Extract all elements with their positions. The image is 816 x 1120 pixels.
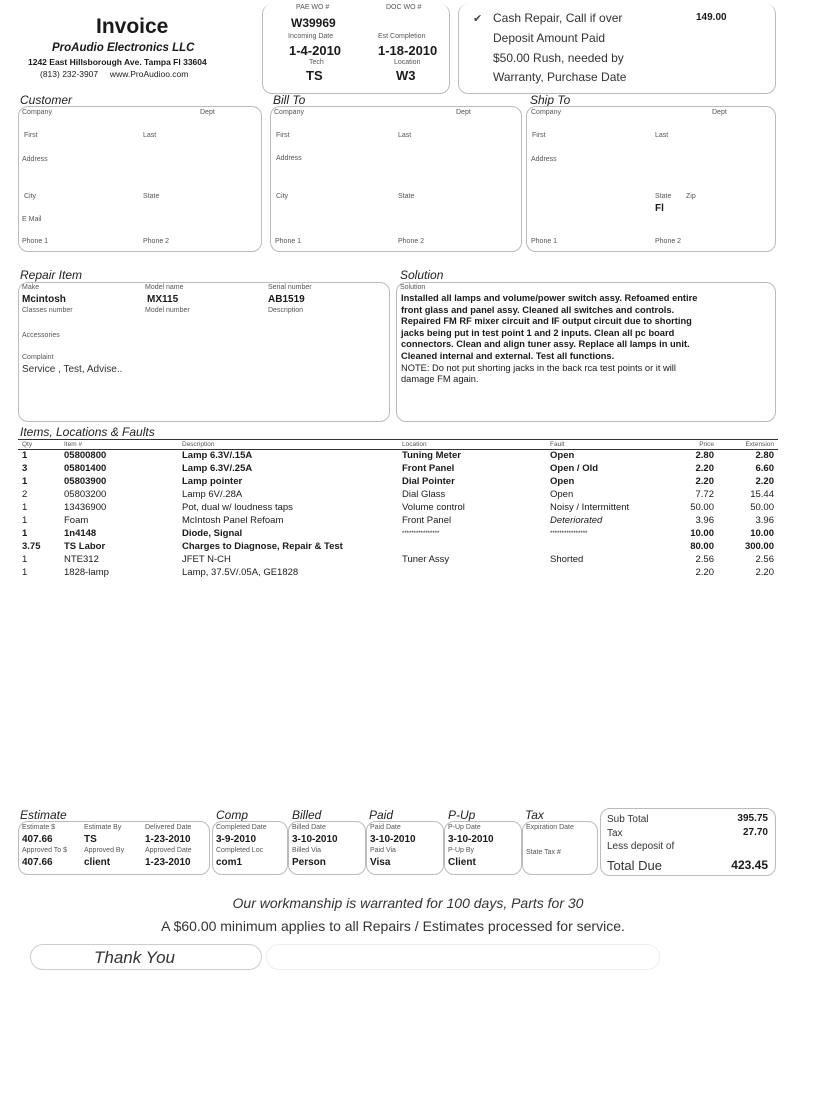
delivered-date-label: Delivered Date	[145, 824, 192, 831]
shipto-phone1-label: Phone 1	[531, 238, 558, 245]
cell-extension: 6.60	[755, 463, 774, 474]
estimate-by-label: Estimate By	[84, 824, 122, 831]
cell-fault: ****************	[550, 530, 588, 537]
cell-location: Tuner Assy	[402, 554, 450, 565]
customer-company-label: Company	[22, 109, 52, 116]
billed-date: 3-10-2010	[292, 834, 338, 845]
table-row	[20, 449, 776, 462]
option-rush: $50.00 Rush, needed by	[493, 51, 624, 65]
paid-via: Visa	[370, 857, 391, 868]
cell-location: Dial Glass	[402, 489, 446, 500]
classes-label: Classes number	[22, 307, 73, 314]
complaint-value: Service , Test, Advise..	[22, 364, 123, 375]
thank-you-text: Thank You	[94, 948, 175, 967]
cell-fault: Deteriorated	[550, 515, 603, 526]
warranty-text: Our workmanship is warranted for 100 days, Parts for 30	[232, 895, 584, 911]
billto-last-label: Last	[398, 132, 412, 139]
completed-loc-label: Completed Loc	[216, 847, 264, 854]
approved-by-label: Approved By	[84, 847, 125, 854]
col-price: Price	[699, 441, 714, 448]
billed-via-label: Billed Via	[292, 847, 322, 854]
cell-item: NTE312	[64, 554, 99, 565]
invoice-title: Invoice	[96, 15, 169, 38]
company-name: ProAudio Electronics LLC	[52, 42, 195, 54]
estimate-amount: 407.66	[22, 834, 53, 845]
cell-extension: 15.44	[750, 489, 774, 500]
col-location: Location	[402, 441, 427, 448]
cell-extension: 2.20	[755, 567, 774, 578]
subtotal-value: 395.75	[737, 813, 768, 824]
cell-description: Charges to Diagnose, Repair & Test	[182, 541, 343, 552]
cell-price: 2.20	[695, 476, 714, 487]
option-deposit: Deposit Amount Paid	[493, 31, 606, 45]
tech-value: TS	[306, 68, 323, 83]
shipto-box	[526, 106, 776, 252]
shipto-company-label: Company	[531, 109, 561, 116]
model-name-value: MX115	[147, 294, 179, 305]
location-label: Location	[394, 59, 421, 66]
cell-price: 2.20	[695, 463, 714, 474]
cell-description: Lamp pointer	[182, 476, 243, 487]
cell-item: Foam	[64, 515, 89, 526]
cell-description: McIntosh Panel Refoam	[182, 515, 284, 526]
table-row	[20, 514, 776, 527]
approved-to-label: Approved To $	[22, 847, 68, 854]
col-item: Item #	[64, 441, 83, 448]
expiration-date-label: Expiration Date	[526, 824, 574, 831]
cell-extension: 2.80	[755, 450, 774, 461]
shipto-section-title: Ship To	[530, 93, 571, 107]
complaint-label: Complaint	[22, 354, 54, 361]
subtotal-label: Sub Total	[607, 814, 649, 825]
col-fault: Fault	[550, 441, 565, 448]
cell-description: Lamp 6V/.28A	[182, 489, 243, 500]
option-cash-repair: Cash Repair, Call if over	[493, 11, 623, 25]
cell-description: Lamp 6.3V/.25A	[182, 463, 253, 474]
approved-to: 407.66	[22, 857, 53, 868]
solution-label: Solution	[400, 284, 426, 291]
cell-description: JFET N-CH	[182, 554, 231, 565]
customer-section-title: Customer	[20, 93, 73, 107]
cell-qty: 1	[22, 450, 28, 461]
deposit-label: Less deposit of	[607, 841, 675, 852]
cell-qty: 1	[22, 528, 28, 539]
cell-description: Diode, Signal	[182, 528, 243, 539]
cell-item: 05803200	[64, 489, 107, 500]
shipto-zip-label: Zip	[686, 193, 696, 200]
paid-section-title: Paid	[369, 808, 394, 822]
solution-line: jacks being put in test point 1 and 2 inputs. Clean all pc board	[401, 327, 675, 338]
total-due-label: Total Due	[607, 858, 662, 873]
cell-qty: 1	[22, 515, 28, 526]
cell-fault: Open	[550, 450, 575, 461]
tax-section-title: Tax	[525, 808, 544, 822]
cell-item: 1n4148	[64, 528, 97, 539]
paid-date-label: Paid Date	[370, 824, 401, 831]
table-row	[20, 475, 776, 488]
customer-city-label: City	[24, 193, 37, 200]
incoming-date-label: Incoming Date	[288, 33, 334, 40]
solution-line: front glass and panel assy. Cleaned all switches and controls.	[401, 304, 675, 315]
table-row	[20, 527, 776, 540]
cell-extension: 3.96	[755, 515, 774, 526]
solution-line: Repaired FM RF mixer circuit and IF output circuit due to shorting	[401, 316, 692, 327]
table-row	[20, 566, 776, 579]
incoming-date: 1-4-2010	[289, 43, 342, 58]
billto-state-label: State	[398, 193, 415, 200]
customer-phone1-label: Phone 1	[22, 238, 49, 245]
shipto-dept-label: Dept	[712, 109, 727, 116]
col-qty: Qty	[22, 441, 33, 448]
estimate-amount-label: Estimate $	[22, 824, 56, 831]
cell-qty: 1	[22, 502, 28, 513]
cell-qty: 1	[22, 554, 28, 565]
pickup-section-title: P-Up	[448, 808, 476, 822]
company-phone-web: (813) 232-3907 www.ProAudioo.com	[40, 69, 189, 79]
model-number-label: Model number	[145, 307, 190, 314]
customer-last-label: Last	[143, 132, 157, 139]
items-header-row	[20, 440, 776, 449]
check-icon: ✔	[473, 13, 483, 25]
serial-label: Serial number	[268, 284, 312, 291]
cell-item: 13436900	[64, 502, 107, 513]
cell-price: 2.80	[695, 450, 714, 461]
cell-qty: 1	[22, 476, 28, 487]
billto-dept-label: Dept	[456, 109, 471, 116]
paid-date: 3-10-2010	[370, 834, 416, 845]
model-name-label: Model name	[145, 284, 184, 291]
make-label: Make	[22, 284, 40, 291]
wo-number: W39969	[291, 16, 336, 30]
cell-price: 80.00	[690, 541, 714, 552]
cell-qty: 3	[22, 463, 28, 474]
items-table	[20, 440, 776, 579]
cell-price: 50.00	[690, 502, 714, 513]
customer-state-label: State	[143, 193, 160, 200]
completed-loc: com1	[216, 857, 243, 868]
shipto-phone2-label: Phone 2	[655, 238, 682, 245]
make-value: Mcintosh	[22, 294, 66, 305]
estimate-by: TS	[84, 834, 97, 845]
pickup-date: 3-10-2010	[448, 834, 494, 845]
repair-item-box	[18, 282, 390, 422]
cell-extension: 2.56	[755, 554, 774, 565]
customer-address-label: Address	[22, 156, 48, 163]
tech-label: Tech	[309, 59, 324, 66]
est-completion: 1-18-2010	[378, 43, 438, 58]
cell-qty: 1	[22, 567, 28, 578]
cell-qty: 3.75	[22, 541, 41, 552]
minimum-charge-text: A $60.00 minimum applies to all Repairs / Estimates processed for service.	[161, 918, 625, 934]
col-extension: Extension	[745, 441, 774, 448]
billto-phone2-label: Phone 2	[398, 238, 425, 245]
description-label: Description	[268, 307, 304, 314]
pickup-date-label: P-Up Date	[448, 824, 481, 831]
cell-location: Front Panel	[402, 463, 455, 474]
customer-email-label: E Mail	[22, 216, 42, 223]
cell-price: 2.56	[695, 554, 714, 565]
col-description: Description	[182, 441, 215, 448]
cell-extension: 2.20	[755, 476, 774, 487]
cell-price: 2.20	[695, 567, 714, 578]
customer-first-label: First	[24, 132, 38, 139]
tax-value: 27.70	[742, 827, 768, 838]
cell-extension: 10.00	[750, 528, 774, 539]
est-completion-label: Est Completion	[378, 33, 426, 40]
cell-location: Dial Pointer	[402, 476, 455, 487]
customer-dept-label: Dept	[200, 109, 215, 116]
pickup-by-label: P-Up By	[448, 847, 475, 854]
option-warranty: Warranty, Purchase Date	[493, 70, 627, 84]
billto-address-label: Address	[276, 155, 302, 162]
serial-value: AB1519	[268, 294, 305, 305]
cell-price: 10.00	[690, 528, 714, 539]
solution-line: Cleaned internal and external. Test all functions.	[401, 350, 615, 361]
cell-fault	[548, 566, 666, 579]
cell-item: TS Labor	[64, 541, 106, 552]
customer-box	[18, 106, 262, 252]
billed-section-title: Billed	[292, 808, 322, 822]
billto-city-label: City	[276, 193, 289, 200]
cell-fault	[548, 540, 666, 553]
paid-via-label: Paid Via	[370, 847, 396, 854]
doc-label: DOC WO #	[386, 4, 422, 11]
completed-date: 3-9-2010	[216, 834, 257, 845]
billto-section-title: Bill To	[273, 93, 306, 107]
billed-date-label: Billed Date	[292, 824, 326, 831]
shipto-state-label: State	[655, 193, 672, 200]
solution-line: damage FM again.	[401, 374, 479, 385]
delivered-date: 1-23-2010	[145, 834, 191, 845]
cell-location	[400, 540, 548, 553]
table-row	[20, 553, 776, 566]
shipto-state-value: Fl	[655, 203, 664, 214]
cell-location: ****************	[402, 530, 440, 537]
shipto-first-label: First	[532, 132, 546, 139]
completed-date-label: Completed Date	[216, 824, 267, 831]
shipto-address-label: Address	[531, 156, 557, 163]
tax-label: Tax	[607, 828, 623, 839]
cell-fault: Open / Old	[550, 463, 599, 474]
approved-by: client	[84, 857, 111, 868]
estimate-section-title: Estimate	[20, 808, 67, 822]
table-row	[20, 488, 776, 501]
cell-item: 05801400	[64, 463, 107, 474]
solution-line: NOTE: Do not put shorting jacks in the back rca test points or it will	[401, 362, 676, 373]
cell-location	[400, 566, 548, 579]
comp-section-title: Comp	[216, 808, 249, 822]
billto-first-label: First	[276, 132, 290, 139]
cell-location: Volume control	[402, 502, 465, 513]
company-address: 1242 East Hillsborough Ave. Tampa Fl 33604	[28, 57, 207, 67]
approved-date: 1-23-2010	[145, 857, 191, 868]
cell-item: 05800800	[64, 450, 107, 461]
table-row	[20, 540, 776, 553]
billto-phone1-label: Phone 1	[275, 238, 302, 245]
total-due-value: 423.45	[731, 858, 768, 872]
pickup-by: Client	[448, 857, 476, 868]
solution-text	[401, 293, 771, 386]
call-if-over-amount: 149.00	[696, 12, 727, 23]
cell-qty: 2	[22, 489, 28, 500]
cell-price: 7.72	[695, 489, 714, 500]
cell-fault: Open	[550, 489, 574, 500]
table-row	[20, 501, 776, 514]
location-value: W3	[396, 68, 416, 83]
billto-box	[270, 106, 522, 252]
solution-section-title: Solution	[400, 268, 444, 282]
cell-extension: 300.00	[744, 541, 774, 552]
cell-description: Lamp, 37.5V/.05A, GE1828	[182, 567, 299, 578]
signature-box	[266, 944, 660, 970]
cell-item: 1828-lamp	[64, 567, 109, 578]
shipto-last-label: Last	[655, 132, 669, 139]
cell-description: Pot, dual w/ loudness taps	[182, 502, 293, 513]
cell-item: 05803900	[64, 476, 107, 487]
cell-fault: Noisy / Intermittent	[550, 502, 630, 513]
items-section-title: Items, Locations & Faults	[20, 425, 155, 439]
solution-line: Installed all lamps and volume/power switch assy. Refoamed entire	[401, 293, 698, 303]
wo-label: PAE WO #	[296, 4, 330, 11]
approved-date-label: Approved Date	[145, 847, 192, 854]
customer-phone2-label: Phone 2	[143, 238, 170, 245]
cell-location: Tuning Meter	[402, 450, 461, 461]
solution-line: connectors. Clean and align tuner assy. Replace all lamps in unit.	[401, 339, 690, 350]
cell-location: Front Panel	[402, 515, 452, 526]
billed-via: Person	[292, 857, 326, 868]
billto-company-label: Company	[274, 109, 304, 116]
cell-description: Lamp 6.3V/.15A	[182, 450, 253, 461]
repair-item-section-title: Repair Item	[20, 268, 83, 282]
table-row	[20, 462, 776, 475]
cell-price: 3.96	[695, 515, 714, 526]
cell-extension: 50.00	[750, 502, 774, 513]
state-tax-label: State Tax #	[526, 849, 561, 856]
accessories-label: Accessories	[22, 332, 60, 339]
cell-fault: Shorted	[550, 554, 584, 565]
cell-fault: Open	[550, 476, 575, 487]
